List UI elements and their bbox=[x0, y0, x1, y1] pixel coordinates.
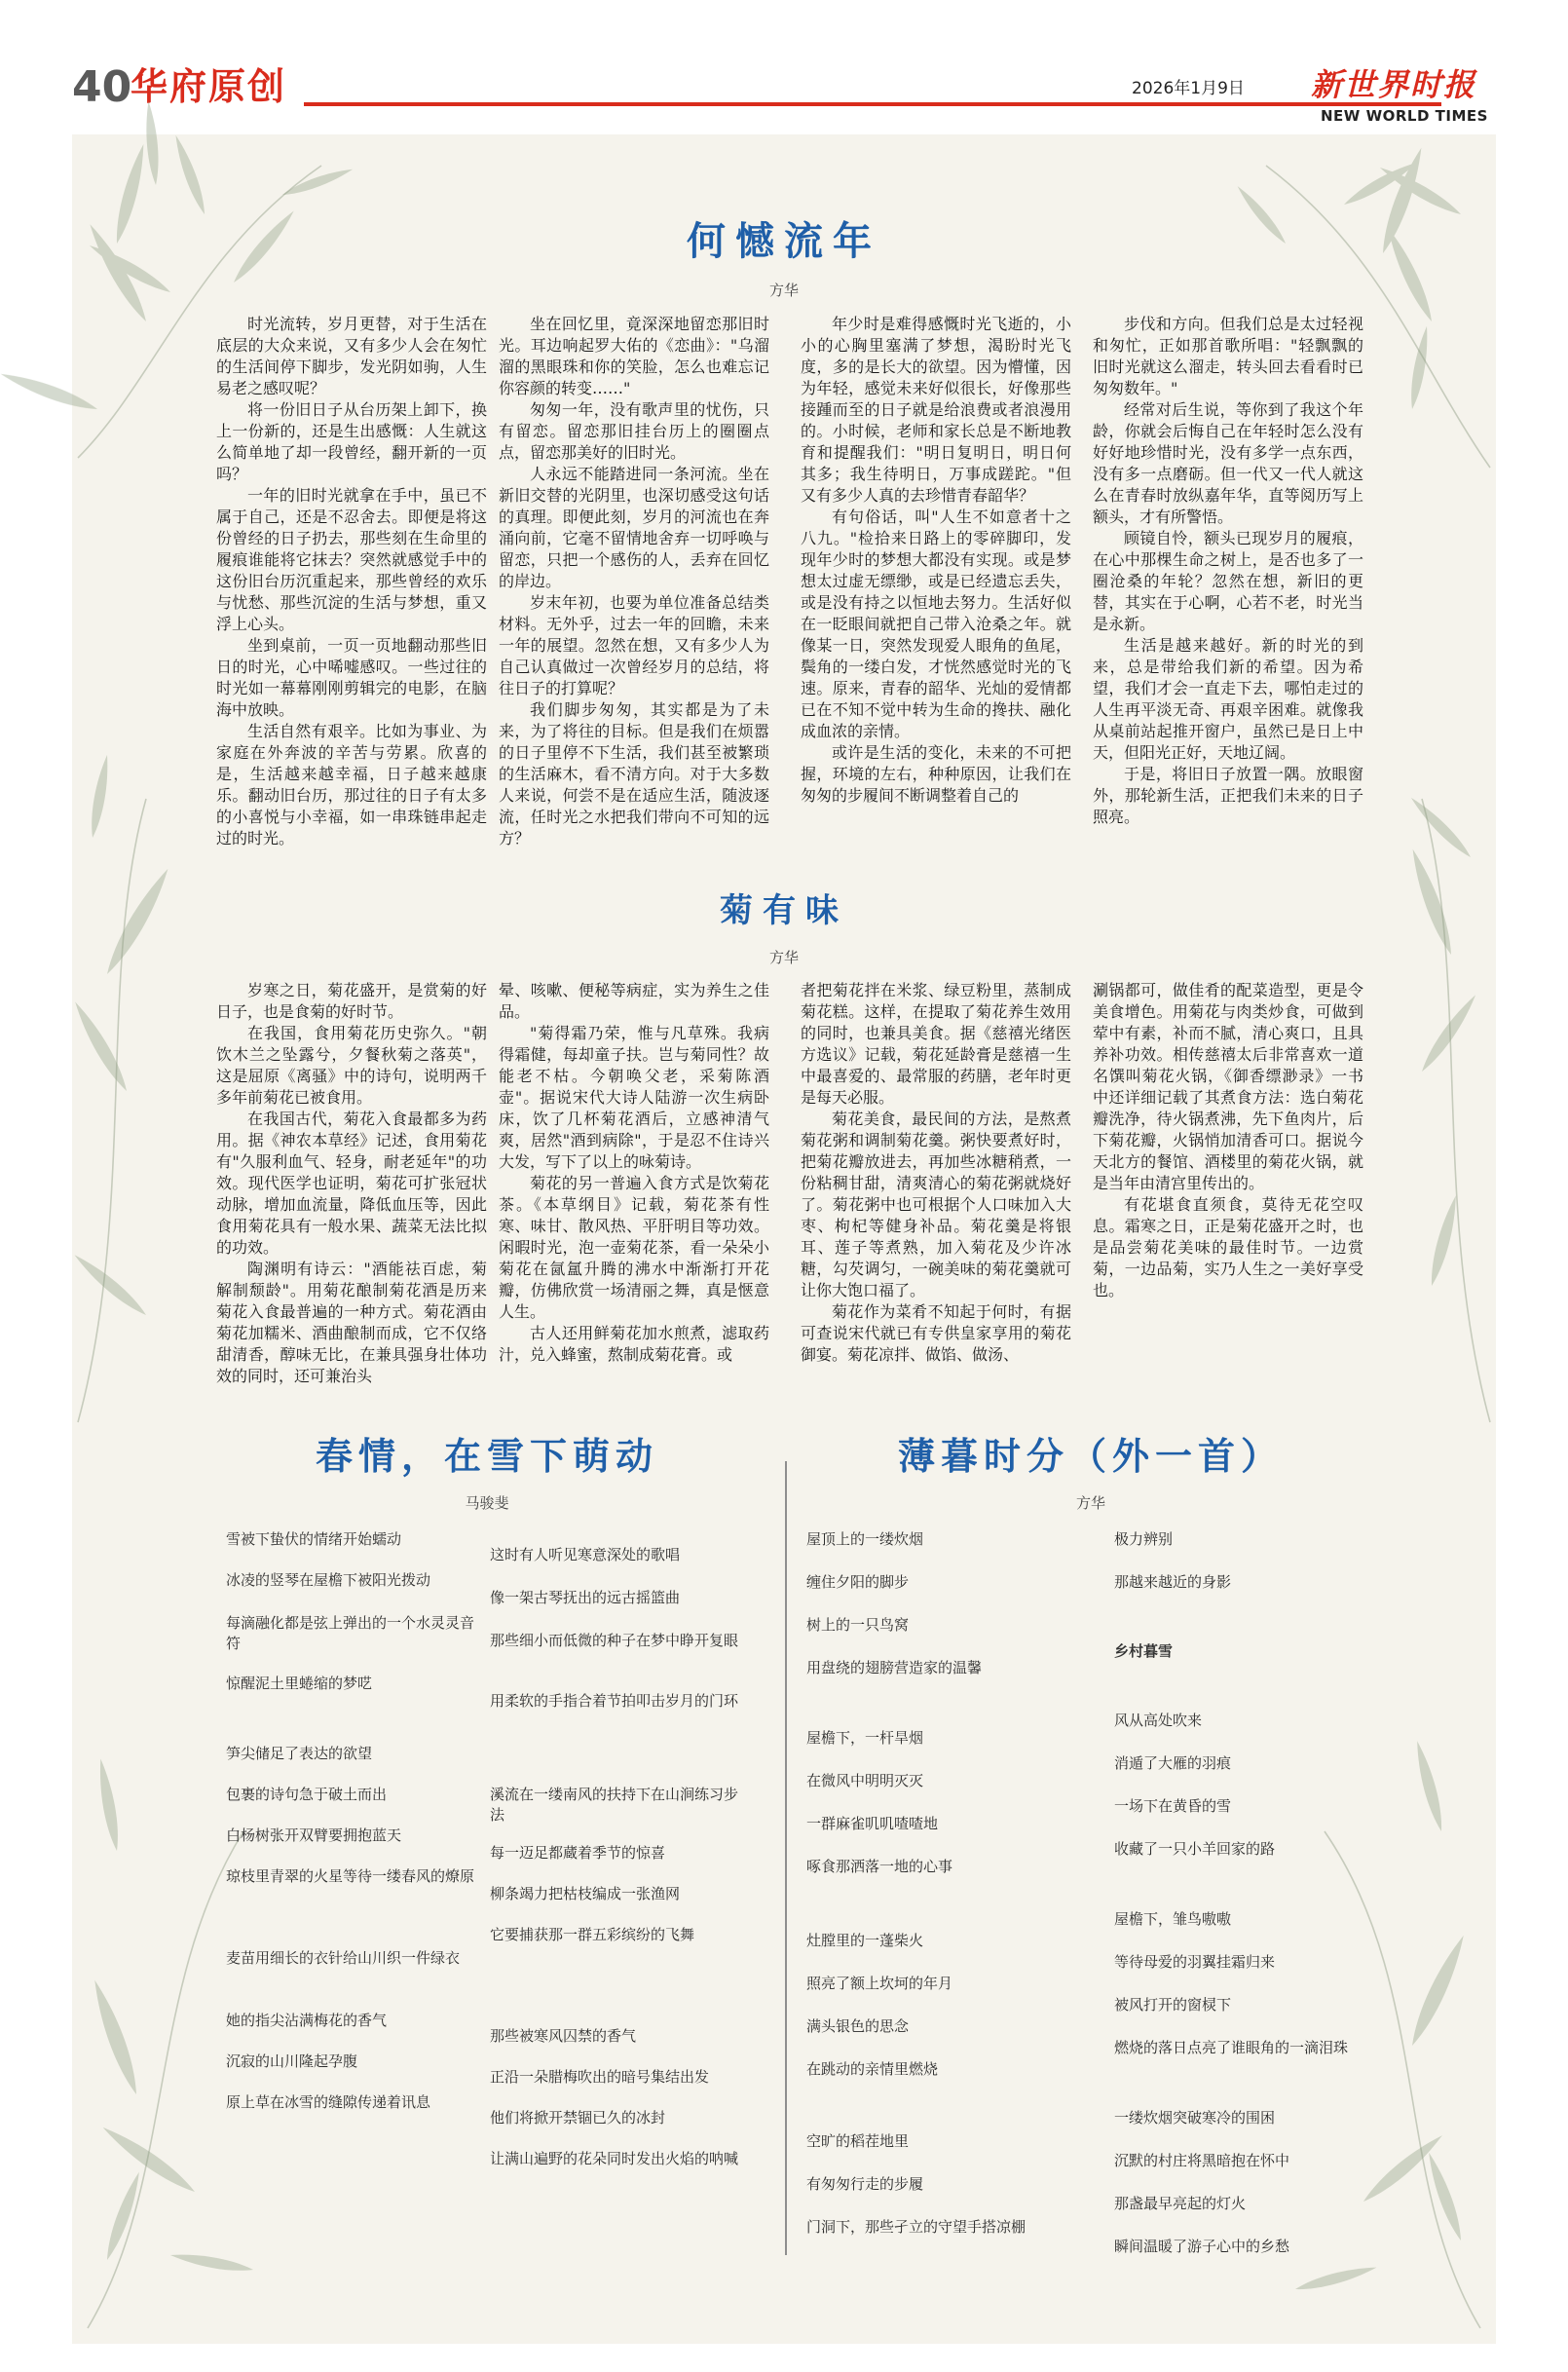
paragraph: 顾镜自怜，额头已现岁月的履痕，在心中那棵生命之树上，是否也多了一圈沧桑的年轮？忽然在想，新旧的更替，其实在于心啊，心若不老，时光当是永新。 bbox=[1093, 529, 1363, 633]
poem-line: 她的指尖沾满梅花的香气 bbox=[226, 2012, 388, 2029]
poem-line: 极力辨别 bbox=[1114, 1530, 1174, 1548]
poem-line: 树上的一只鸟窝 bbox=[806, 1616, 910, 1634]
poem-line: 灶膛里的一蓬柴火 bbox=[806, 1932, 924, 1949]
paragraph: 生活是越来越好。新的时光的到来，总是带给我们新的希望。因为希望，我们才会一直走下去，哪怕走过的人生再平淡无奇、再艰辛困难。就像我从桌前站起推开窗户，虽然已是日上中天，但阳光正好，天地辽阔。 bbox=[1093, 636, 1363, 762]
paragraph: 生活自然有艰辛。比如为事业、为家庭在外奔波的辛苦与劳累。欣喜的是，生活越来越幸福，日子越来越康乐。翻动旧台历，那过往的日子有太多的小喜悦与小幸福，如一串珠链串起走过的时光。 bbox=[216, 722, 487, 847]
poem-line: 雪被下蛰伏的情绪开始蠕动 bbox=[226, 1530, 402, 1548]
poem-line: 在跳动的亲情里燃烧 bbox=[806, 2060, 939, 2078]
paragraph: 菊花美食，最民间的方法，是熬煮菊花粥和调制菊花羹。粥快要煮好时，把菊花瓣放进去，再加些冰糖稍煮，一份粘稠甘甜，清爽清心的菊花粥就烧好了。菊花粥中也可根据个人口味加入大枣、枸杞等健身补品。菊花羹是将银耳、莲子等煮熟，加入菊花及少许冰糖，勾芡调匀，一碗美味的菊花羹就可让你大饱口福了。 bbox=[801, 1110, 1071, 1299]
paragraph: 者把菊花拌在米浆、绿豆粉里，蒸制成菊花糕。这样，在提取了菊花养生效用的同时，也兼具美食。据《慈禧光绪医方选议》记载，菊花延龄膏是慈禧一生中最喜爱的、最常服的药膳，老年时更是每天必服。 bbox=[801, 981, 1071, 1107]
paragraph: 有句俗话，叫"人生不如意者十之八九。"检拾来日路上的零碎脚印，发现年少时的梦想大都没有实现。或是梦想太过虚无缥缈，或是已经遗忘丢失，或是没有持之以恒地去努力。生活好似在一眨眼间就把自己带入沧桑之年。就像某一日，突然发现爱人眼角的鱼尾，鬓角的一缕白发，才恍然感觉时光的飞速。原来，青春的韶华、光灿的爱情都已在不知不觉中转为生命的搀扶、融化成血浓的亲情。 bbox=[801, 508, 1071, 740]
poem-line: 琼枝里青翠的火星等待一缕春风的燎原 bbox=[226, 1867, 475, 1885]
poem-line: 每一迈足都蔵着季节的惊喜 bbox=[490, 1844, 666, 1862]
paragraph: 在我国，食用菊花历史弥久。"朝饮木兰之坠露兮，夕餐秋菊之落英"，这是屈原《离骚》中的诗句，说明两千多年前菊花已被食用。 bbox=[216, 1024, 487, 1107]
article-column bbox=[216, 314, 487, 849]
poem-line: 笋尖储足了表达的欲望 bbox=[226, 1745, 373, 1762]
poem-line: 被风打开的窗棂下 bbox=[1114, 1996, 1232, 2014]
poem-byline: 方华 bbox=[1075, 1494, 1105, 1512]
poem-line: 屋顶上的一缕炊烟 bbox=[806, 1530, 924, 1548]
poem-line: 那越来越近的身影 bbox=[1114, 1573, 1232, 1591]
poem-line: 冰凌的竖琴在屋檐下被阳光拨动 bbox=[226, 1571, 431, 1589]
poem-line: 消遁了大雁的羽痕 bbox=[1114, 1754, 1232, 1772]
poem-line: 它要捕获那一群五彩缤纷的飞舞 bbox=[490, 1926, 695, 1943]
poem-line: 一缕炊烟突破寒冷的围困 bbox=[1114, 2109, 1276, 2127]
poem-line: 一群麻雀叽叽喳喳地 bbox=[806, 1815, 939, 1832]
article-byline: 方华 bbox=[768, 949, 799, 966]
poem-line: 那些被寒风囚禁的香气 bbox=[490, 2027, 637, 2045]
poem-line: 燃烧的落日点亮了谁眼角的一滴泪珠 bbox=[1114, 2039, 1349, 2056]
newspaper-logo-english: NEW WORLD TIMES bbox=[1321, 107, 1488, 125]
paragraph: 年少时是难得感慨时光飞逝的，小小的心胸里塞满了梦想，渴盼时光飞度，多的是长大的欲望。因为懵懂，因为年轻，感觉未来好似很长，好像那些接踵而至的日子就是给浪费或者浪漫用的。小时候，老师和家长总是不断地教育和提醒我们："明日复明日，明日何其多；我生待明日，万事成蹉跎。"但又有多少人真的去珍惜青春韶华？ bbox=[801, 315, 1071, 505]
paragraph: 岁寒之日，菊花盛开，是赏菊的好日子，也是食菊的好时节。 bbox=[216, 981, 487, 1021]
article-column bbox=[499, 314, 769, 849]
poem-line: 沉默的村庄将黑暗抱在怀中 bbox=[1114, 2152, 1290, 2169]
poem-line: 他们将掀开禁锢已久的冰封 bbox=[490, 2109, 666, 2127]
poem-line: 柳条竭力把枯枝编成一张渔网 bbox=[490, 1885, 681, 1902]
poem-line: 白杨树张开双臂要拥抱蓝天 bbox=[226, 1826, 402, 1844]
section-title: 华府原创 bbox=[131, 65, 287, 108]
paragraph: 菊花的另一普遍入食方式是饮菊花茶。《本草纲目》记载，菊花茶有性寒、味甘、散风热、平肝明目等功效。闲暇时光，泡一壶菊花茶，看一朵朵小菊花在氤氲升腾的沸水中渐渐打开花瓣，仿佛欣赏一场清丽之舞，真是惬意人生。 bbox=[499, 1174, 769, 1321]
poem-line: 在微风中明明灭灭 bbox=[806, 1772, 924, 1789]
poem-title: 薄暮时分（外一首） bbox=[897, 1435, 1284, 1478]
article-column bbox=[499, 980, 769, 1366]
poem-line: 门洞下，那些孑立的守望手搭凉棚 bbox=[806, 2218, 1027, 2236]
article-byline: 方华 bbox=[768, 282, 799, 299]
poem-line: 每滴融化都是弦上弹出的一个水灵灵音符 bbox=[226, 1614, 475, 1652]
paragraph: 匆匆一年，没有歌声里的忧伤，只有留恋。留恋那旧挂台历上的圈圈点点，留恋那美好的旧时光。 bbox=[499, 400, 769, 462]
paragraph: 陶渊明有诗云："酒能祛百虑，菊解制颓龄"。用菊花酿制菊花酒是历来菊花入食最普遍的一种方式。菊花酒由菊花加糯米、酒曲酿制而成，它不仅络甜清香，醇味无比，在兼具强身壮体功效的同时，还可兼治头 bbox=[216, 1260, 487, 1385]
poem-line: 那盏最早亮起的灯火 bbox=[1114, 2195, 1247, 2212]
article-column bbox=[801, 980, 1071, 1366]
page-number: 40 bbox=[72, 62, 132, 112]
article-column bbox=[216, 980, 487, 1387]
article-column bbox=[1093, 314, 1363, 828]
poem-line: 原上草在冰雪的缝隙传递着讯息 bbox=[226, 2093, 431, 2111]
poem-line: 有匆匆行走的步履 bbox=[806, 2175, 924, 2193]
poem-line: 溪流在一缕南风的扶持下在山涧练习步法 bbox=[490, 1786, 739, 1824]
paragraph: 人永远不能踏进同一条河流。坐在新旧交替的光阴里，也深切感受这句话的真理。即便此刻，岁月的河流也在奔涌向前，它毫不留情地舍弃一切呼唤与留恋，只把一个感伤的人，丢弃在回忆的岸边。 bbox=[499, 465, 769, 590]
article-column bbox=[1093, 980, 1363, 1301]
poem-line: 照亮了额上坎坷的年月 bbox=[806, 1975, 953, 1992]
poem-line: 沉寂的山川隆起孕腹 bbox=[226, 2052, 358, 2070]
paragraph: 坐到桌前，一页一页地翻动那些旧日的时光，心中唏嘘感叹。一些过往的时光如一幕幕刚刚剪辑完的电影，在脑海中放映。 bbox=[216, 636, 487, 719]
poem-line: 啄食那洒落一地的心事 bbox=[806, 1858, 953, 1875]
newspaper-logo: 新世界时报 bbox=[1311, 66, 1477, 103]
paragraph: 或许是生活的变化，未来的不可把握，环境的左右，种种原因，让我们在匆匆的步履间不断调整着自己的 bbox=[801, 743, 1071, 805]
paragraph: 岁末年初，也要为单位准备总结类材料。无外乎，过去一年的回瞻，未来一年的展望。忽然在想，又有多少人为自己认真做过一次曾经岁月的总结，将往日子的打算呢？ bbox=[499, 593, 769, 697]
poem-line: 惊醒泥土里蜷缩的梦呓 bbox=[226, 1675, 373, 1692]
paragraph: 将一份旧日子从台历架上卸下，换上一份新的，还是生出感慨：人生就这么简单地了却一段曾经，翻开新的一页吗？ bbox=[216, 400, 487, 483]
poem-line: 风从高处吹来 bbox=[1114, 1712, 1203, 1729]
paragraph: 晕、咳嗽、便秘等病症，实为养生之佳品。 bbox=[499, 981, 769, 1021]
poem-line: 屋檐下，一杆旱烟 bbox=[806, 1729, 924, 1747]
poem-line: 收藏了一只小羊回家的路 bbox=[1114, 1840, 1276, 1858]
poem-line: 用盘绕的翅膀营造家的温馨 bbox=[806, 1659, 983, 1676]
paragraph: 我们脚步匆匆，其实都是为了未来，为了将往的目标。但是我们在烦嚣的日子里停不下生活，我们甚至被繁琐的生活麻木，看不清方向。对于大多数人来说，何尝不是在适应生活，随波逐流，任时光之水把我们带向不可知的远方？ bbox=[499, 700, 769, 847]
issue-date: 2026年1月9日 bbox=[1132, 79, 1245, 98]
paragraph: 经常对后生说，等你到了我这个年龄，你就会后悔自己在年轻时怎么没有好好地珍惜时光，没有多学一点东西，没有多一点磨砺。但一代又一代人就这么在青春时放纵嘉年华，直等阅历写上额头，才有所警悟。 bbox=[1093, 400, 1363, 526]
paragraph: 涮锅都可，做佳肴的配菜造型，更是令美食增色。用菊花与肉类炒食，可做到荤中有素，补而不腻，清心爽口，且具养补功效。相传慈禧太后非常喜欢一道名馔叫菊花火锅，《御香缥渺录》一书中还详细记载了其煮食方法：选白菊花瓣洗净，待火锅煮沸，先下鱼肉片，后下菊花瓣，火锅悄加清香可口。据说今天北方的餐馆、酒楼里的菊花火锅，就是当年由清宫里传出的。 bbox=[1093, 981, 1363, 1192]
paragraph: 菊花作为菜肴不知起于何时，有据可查说宋代就已有专供皇家享用的菊花御宴。菊花凉拌、做馅、做汤、 bbox=[801, 1302, 1071, 1364]
paragraph: 步伐和方向。但我们总是太过轻视和匆忙，正如那首歌所唱："轻飘飘的旧时光就这么溜走，转头回去看看时已匆匆数年。" bbox=[1093, 315, 1363, 397]
paragraph: 一年的旧时光就拿在手中，虽已不属于自己，还是不忍舍去。即便是将这份曾经的日子扔去，那些刻在生命里的履痕谁能将它抹去？突然就感觉手中的这份旧台历沉重起来，那些曾经的欢乐与忧愁、那些沉淀的生活与梦想，重又浮上心头。 bbox=[216, 486, 487, 633]
poem-line: 满头银色的思念 bbox=[806, 2017, 910, 2035]
poem-line: 像一架古琴抚出的远古摇篮曲 bbox=[490, 1589, 681, 1606]
paragraph: 于是，将旧日子放置一隅。放眼窗外，那轮新生活，正把我们未来的日子照亮。 bbox=[1093, 765, 1363, 826]
poem-line: 让满山遍野的花朵同时发出火焰的呐喊 bbox=[490, 2150, 739, 2167]
poem-line: 屋檐下，雏鸟嗷嗷 bbox=[1114, 1910, 1232, 1928]
poem-line: 用柔软的手指合着节拍叩击岁月的门环 bbox=[490, 1692, 739, 1710]
poem-line: 瞬间温暖了游子心中的乡愁 bbox=[1114, 2238, 1290, 2255]
paragraph: "菊得霜乃荣，惟与凡草殊。我病得霜健，每却童子扶。岂与菊同性？故能老不枯。今朝唤父老，采菊陈酒壶"。据说宋代大诗人陆游一次生病卧床，饮了几杯菊花酒后，立感神清气爽，居然"酒到病除"，于是忍不住诗兴大发，写下了以上的咏菊诗。 bbox=[499, 1024, 769, 1171]
poem-byline: 马骏斐 bbox=[465, 1494, 509, 1512]
poem-subtitle: 乡村暮雪 bbox=[1114, 1642, 1174, 1660]
poem-line: 空旷的稻茬地里 bbox=[806, 2132, 910, 2150]
poem-line: 正沿一朵腊梅吹出的暗号集结出发 bbox=[490, 2068, 710, 2086]
poem-line: 一场下在黄昏的雪 bbox=[1114, 1797, 1232, 1815]
paragraph: 时光流转，岁月更替，对于生活在底层的大众来说，又有多少人会在匆忙的生活间停下脚步，发光阴如驹，人生易老之感叹呢？ bbox=[216, 315, 487, 397]
column-divider bbox=[785, 1461, 787, 2255]
poem-line: 等待母爱的羽翼挂霜归来 bbox=[1114, 1953, 1276, 1971]
article-title: 何憾流年 bbox=[687, 219, 881, 264]
paragraph: 坐在回忆里，竟深深地留恋那旧时光。耳边响起罗大佑的《恋曲》："乌溜溜的黑眼珠和你的笑脸，怎么也难忘记你容颜的转变……" bbox=[499, 315, 769, 397]
poem-line: 麦苗用细长的衣针给山川织一件绿衣 bbox=[226, 1949, 461, 1967]
poem-line: 这时有人听见寒意深处的歌唱 bbox=[490, 1546, 681, 1563]
article-title: 菊有味 bbox=[720, 891, 848, 930]
paragraph: 有花堪食直须食，莫待无花空叹息。霜寒之日，正是菊花盛开之时，也是品尝菊花美味的最佳时节。一边赏菊，一边品菊，实乃人生之一美好享受也。 bbox=[1093, 1195, 1363, 1299]
paragraph: 在我国古代，菊花入食最都多为药用。据《神农本草经》记述，食用菊花有"久服利血气、轻身，耐老延年"的功效。现代医学也证明，菊花可扩张冠状动脉，增加血流量，降低血压等，因此食用菊花具有一般水果、蔬菜无法比拟的功效。 bbox=[216, 1110, 487, 1257]
poem-line: 包裹的诗句急于破土而出 bbox=[226, 1786, 388, 1803]
poem-line: 那些细小而低微的种子在梦中睁开复眼 bbox=[490, 1632, 739, 1649]
poem-line: 缠住夕阳的脚步 bbox=[806, 1573, 910, 1591]
paragraph: 古人还用鲜菊花加水煎煮，滤取药汁，兑入蜂蜜，熬制成菊花膏。或 bbox=[499, 1324, 769, 1364]
poem-title: 春情，在雪下萌动 bbox=[315, 1435, 658, 1478]
article-column bbox=[801, 314, 1071, 807]
